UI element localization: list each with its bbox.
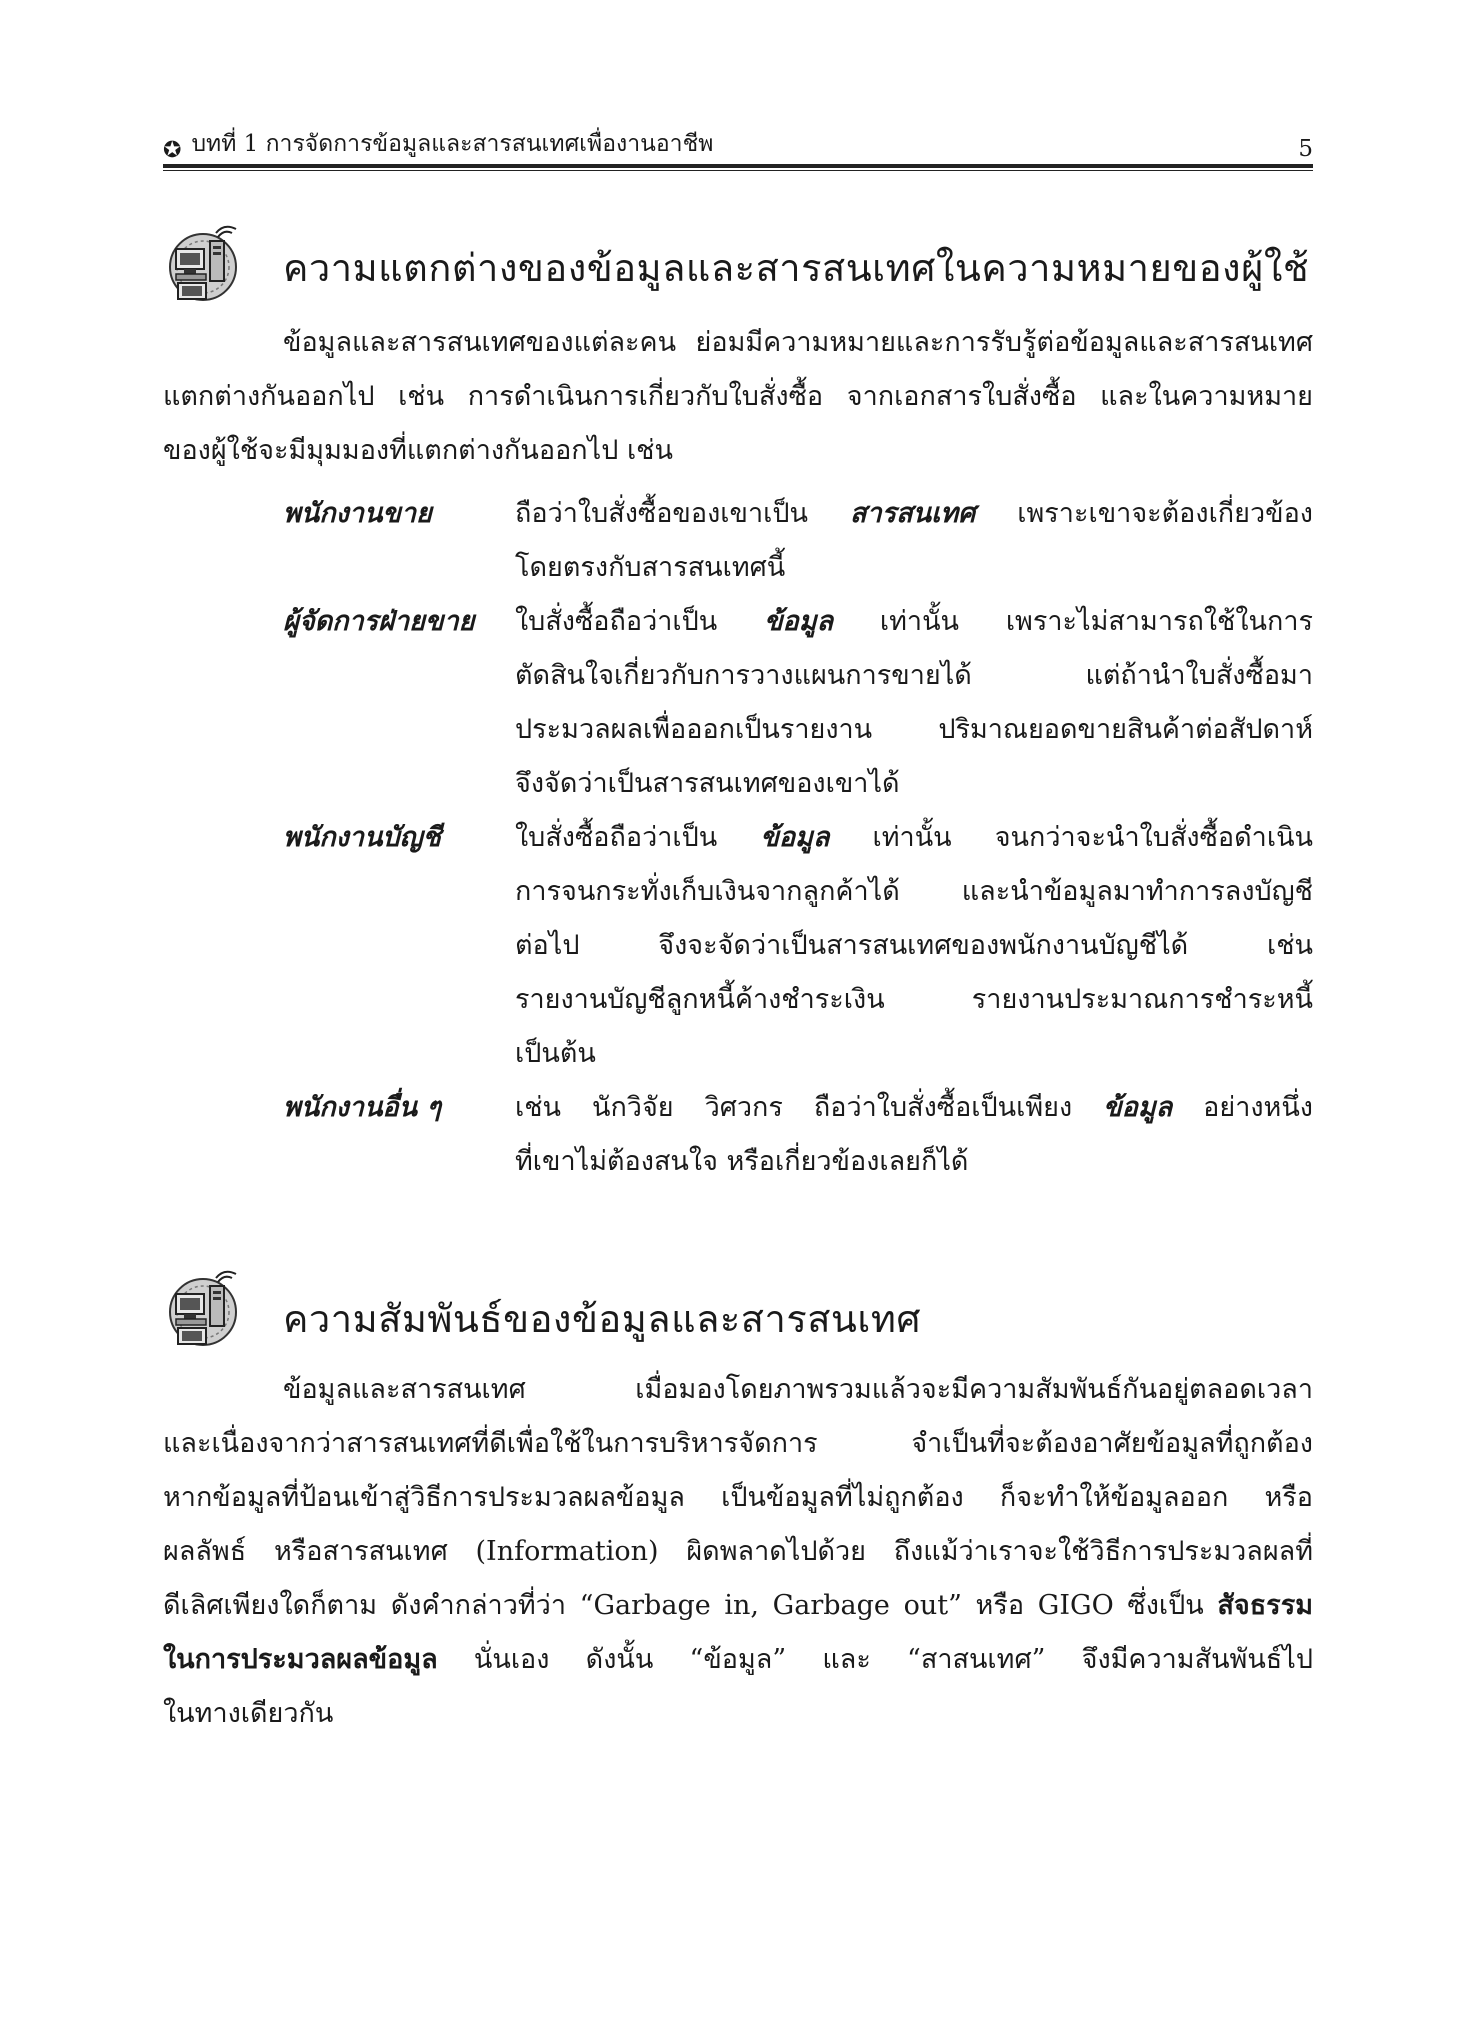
bold-term: สัจธรรม [1217, 1590, 1313, 1621]
role-description-line: ประมวลผลเพื่อออกเป็นรายงาน ปริมาณยอดขายสินค้าต่อสัปดาห์ [515, 714, 1313, 745]
role-term: ผู้จัดการฝ่ายขาย [283, 606, 475, 637]
paragraph-line: ผลลัพธ์ หรือสารสนเทศ (Information) ผิดพลาดไปด้วย ถึงแม้ว่าเราจะใช้วิธีการประมวลผลที่ [163, 1536, 1313, 1567]
emphasis-term: ข้อมูล [764, 606, 834, 637]
role-description-line: ที่เขาไม่ต้องสนใจ หรือเกี่ยวข้องเลยก็ได้ [515, 1146, 969, 1177]
role-description-line: รายงานบัญชีลูกหนี้ค้างชำระเงิน รายงานประมาณการชำระหนี้ [515, 984, 1313, 1015]
computer-network-icon [158, 1270, 248, 1350]
chapter-title: บทที่ 1 การจัดการข้อมูลและสารสนเทศเพื่องานอาชีพ [191, 131, 714, 157]
role-description [515, 595, 1313, 811]
text-span: ใบสั่งซื้อถือว่าเป็น [515, 822, 761, 853]
paragraph-line: และเนื่องจากว่าสารสนเทศที่ดีเพื่อใช้ในการบริหารจัดการ จำเป็นที่จะต้องอาศัยข้อมูลที่ถูกต้อง [163, 1428, 1313, 1459]
role-term: พนักงานอื่น ๆ [283, 1092, 441, 1123]
paragraph-line: แตกต่างกันออกไป เช่น การดำเนินการเกี่ยวกับใบสั่งซื้อ จากเอกสารใบสั่งซื้อ และในความหมาย [163, 381, 1313, 412]
role-item [283, 595, 1313, 811]
emphasis-term: ข้อมูล [1103, 1092, 1173, 1123]
emphasis-term: สารสนเทศ [849, 498, 976, 529]
running-header [163, 122, 1313, 162]
bold-term: ในการประมวลผลข้อมูล [163, 1644, 438, 1675]
header-rule [163, 164, 1313, 168]
role-description-line: ตัดสินใจเกี่ยวกับการวางแผนการขายได้ แต่ถ้านำใบสั่งซื้อมา [515, 660, 1313, 691]
paragraph-line [163, 1579, 1313, 1633]
role-definition-list [283, 487, 1313, 1189]
paragraph-line: ของผู้ใช้จะมีมุมมองที่แตกต่างกันออกไป เช่น [163, 435, 673, 466]
paragraph-line [163, 1633, 1313, 1687]
paragraph-line: ข้อมูลและสารสนเทศ เมื่อมองโดยภาพรวมแล้วจะมีความสัมพันธ์กันอยู่ตลอดเวลา [283, 1374, 1313, 1405]
computer-network-icon [158, 225, 248, 305]
section2-paragraph [163, 1363, 1313, 1741]
paragraph-line: ข้อมูลและสารสนเทศของแต่ละคน ย่อมมีความหมายและการรับรู้ต่อข้อมูลและสารสนเทศ [283, 327, 1313, 358]
role-term: พนักงานบัญชี [283, 822, 441, 853]
section-heading: ความแตกต่างของข้อมูลและสารสนเทศในความหมายของผู้ใช้ [283, 246, 1310, 290]
text-span: เท่านั้น จนกว่าจะนำใบสั่งซื้อดำเนิน [829, 822, 1313, 853]
role-term: พนักงานขาย [283, 498, 432, 529]
text-span: อย่างหนึ่ง [1172, 1092, 1313, 1123]
role-description-line [515, 811, 1313, 865]
role-description-line [515, 1081, 1313, 1135]
role-description [515, 487, 1313, 595]
text-span: เท่านั้น เพราะไม่สามารถใช้ในการ [833, 606, 1313, 637]
star-bullet-icon: ✪ [163, 138, 182, 163]
text-span: นั่นเอง ดังนั้น “ข้อมูล” และ “สาสนเทศ” จึงมีความสันพันธ์ไป [437, 1644, 1313, 1675]
emphasis-term: ข้อมูล [760, 822, 830, 853]
text-span: เพราะเขาจะต้องเกี่ยวข้อง [975, 498, 1313, 529]
text-span: ใบสั่งซื้อถือว่าเป็น [515, 606, 765, 637]
text-span: เช่น นักวิจัย วิศวกร ถือว่าใบสั่งซื้อเป็นเพียง [515, 1092, 1104, 1123]
text-span: ถือว่าใบสั่งซื้อของเขาเป็น [515, 498, 850, 529]
role-description [515, 811, 1313, 1081]
role-item [283, 811, 1313, 1081]
header-rule-thin [163, 170, 1313, 171]
paragraph-line: หากข้อมูลที่ป้อนเข้าสู่วิธีการประมวลผลข้อมูล เป็นข้อมูลที่ไม่ถูกต้อง ก็จะทำให้ข้อมูลออก หรือ [163, 1482, 1313, 1513]
paragraph-line: ในทางเดียวกัน [163, 1698, 334, 1729]
section1-intro [163, 316, 1313, 478]
text-span: ดีเลิศเพียงใดก็ตาม ดังคำกล่าวที่ว่า “Garbage in, Garbage out” หรือ GIGO ซึ่งเป็น [163, 1590, 1218, 1621]
role-item [283, 487, 1313, 595]
role-description-line [515, 595, 1313, 649]
role-description-line: การจนกระทั่งเก็บเงินจากลูกค้าได้ และนำข้อมูลมาทำการลงบัญชี [515, 876, 1313, 907]
role-description-line: จึงจัดว่าเป็นสารสนเทศของเขาได้ [515, 768, 900, 799]
role-description [515, 1081, 1313, 1189]
role-item [283, 1081, 1313, 1189]
role-description-line: โดยตรงกับสารสนเทศนี้ [515, 552, 786, 583]
section-heading: ความสัมพันธ์ของข้อมูลและสารสนเทศ [283, 1297, 922, 1341]
role-description-line [515, 487, 1313, 541]
page-number: 5 [1298, 136, 1313, 162]
role-description-line: เป็นต้น [515, 1038, 596, 1069]
role-description-line: ต่อไป จึงจะจัดว่าเป็นสารสนเทศของพนักงานบัญชีได้ เช่น [515, 930, 1313, 961]
chapter-header [163, 126, 713, 162]
